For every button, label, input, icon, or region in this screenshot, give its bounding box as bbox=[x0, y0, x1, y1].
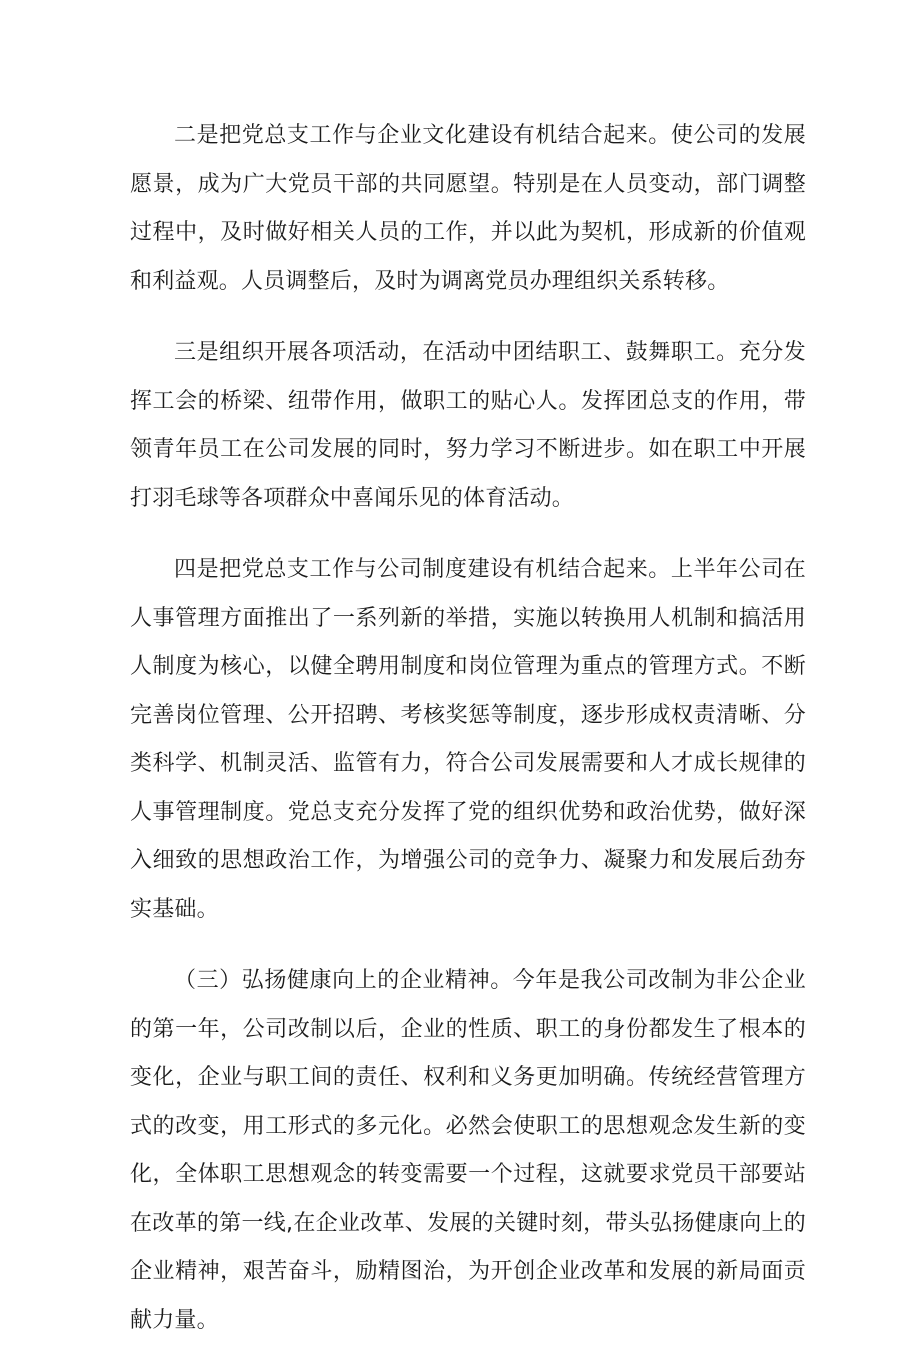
paragraph-party-culture: 二是把党总支工作与企业文化建设有机结合起来。使公司的发展愿景，成为广大党员干部的共同愿望。特别是在人员变动，部门调整过程中，及时做好相关人员的工作，并以此为契机，形成新的价值观和利益观。人员调整后，及时为调离党员办理组织关系转移。 bbox=[130, 123, 806, 294]
paragraph-enterprise-spirit: （三）弘扬健康向上的企业精神。今年是我公司改制为非公企业的第一年，公司改制以后，企业的性质、职工的身份都发生了根本的变化，企业与职工间的责任、权利和义务更加明确。传统经营管理方式的改变，用工形式的多元化。必然会使职工的思想观念发生新的变化，全体职工思想观念的转变需要一个过程，这就要求党员干部要站在改革的第一线,在企业改革、发展的关键时刻，带头弘扬健康向上的企业精神，艰苦奋斗，励精图治，为开创企业改革和发展的新局面贡献力量。 bbox=[130, 968, 806, 1333]
document-body bbox=[130, 112, 806, 1368]
paragraph-system-building: 四是把党总支工作与公司制度建设有机结合起来。上半年公司在人事管理方面推出了一系列新的举措，实施以转换用人机制和搞活用人制度为核心，以健全聘用制度和岗位管理为重点的管理方式。不断完善岗位管理、公开招聘、考核奖惩等制度，逐步形成权责清晰、分类科学、机制灵活、监管有力，符合公司发展需要和人才成长规律的人事管理制度。党总支充分发挥了党的组织优势和政治优势，做好深入细致的思想政治工作，为增强公司的竞争力、凝聚力和发展后劲夯实基础。 bbox=[130, 557, 806, 922]
paragraph-activities: 三是组织开展各项活动，在活动中团结职工、鼓舞职工。充分发挥工会的桥梁、纽带作用，做职工的贴心人。发挥团总支的作用，带领青年员工在公司发展的同时，努力学习不断进步。如在职工中开展打羽毛球等各项群众中喜闻乐见的体育活动。 bbox=[130, 340, 806, 511]
